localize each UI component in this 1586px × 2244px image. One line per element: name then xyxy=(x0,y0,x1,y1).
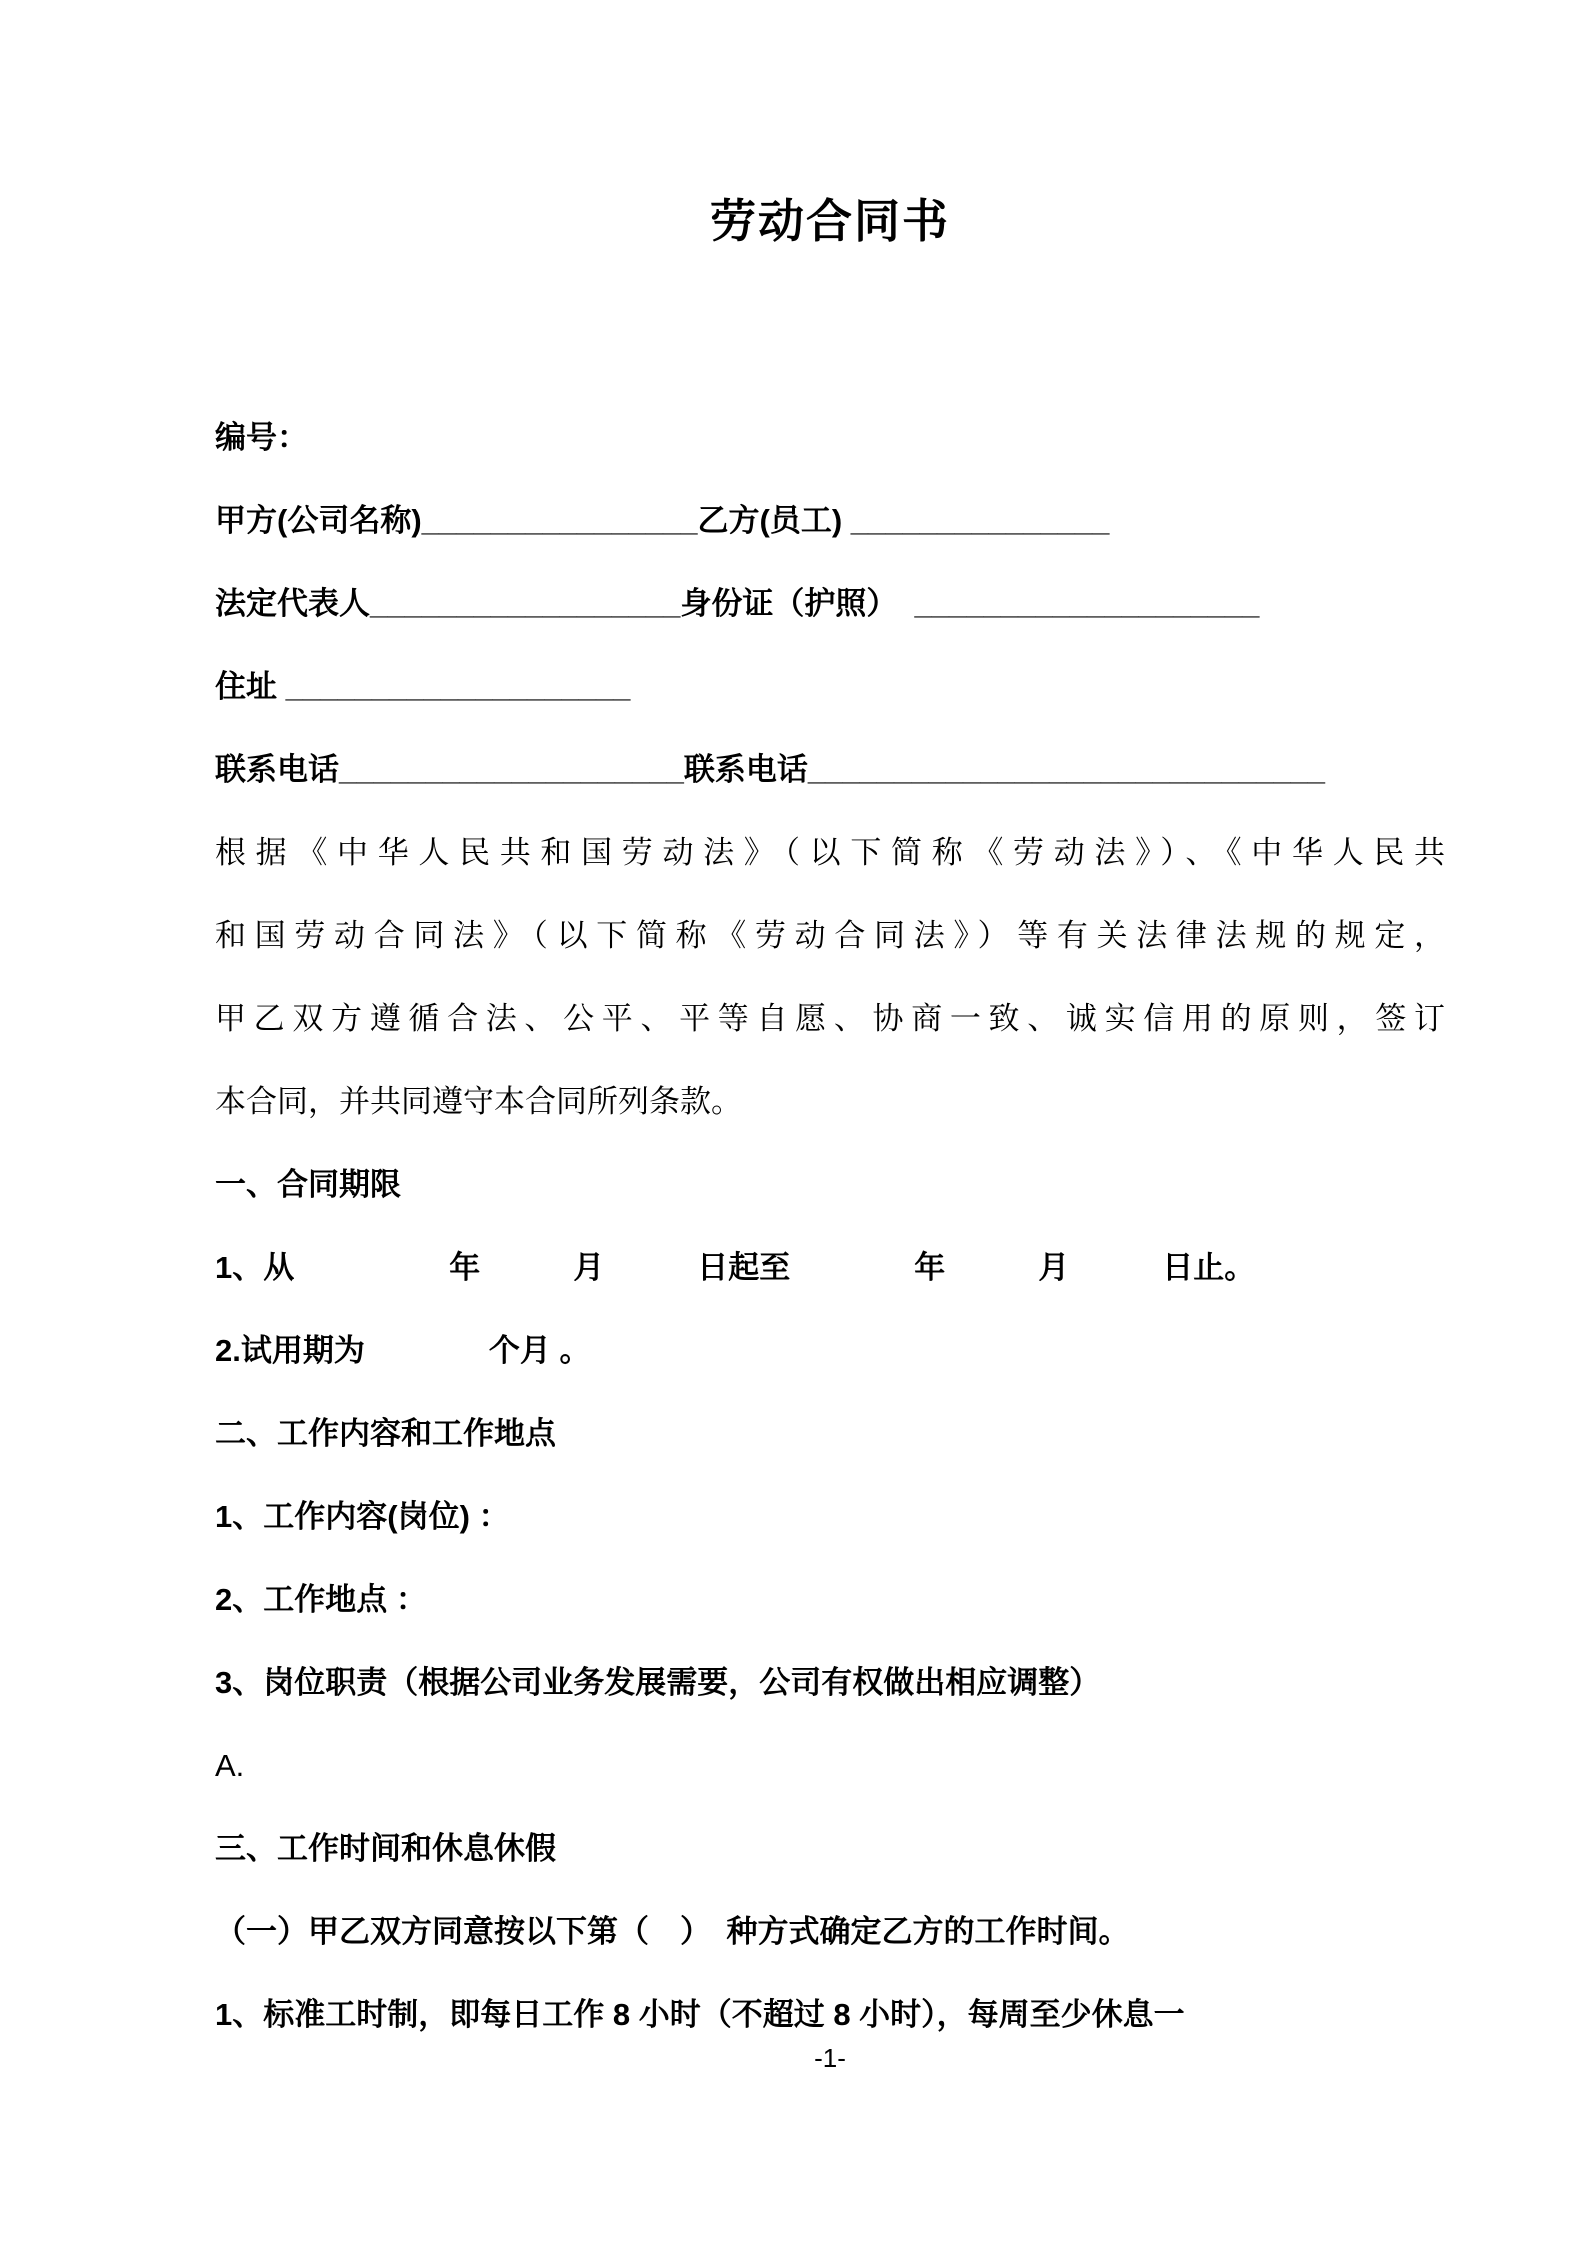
preamble-line-3: 甲乙双方遵循合法、公平、平等自愿、协商一致、诚实信用的原则，签订 xyxy=(215,1001,1445,1036)
section-2-heading: 二、工作内容和工作地点 xyxy=(215,1416,556,1451)
field-legal-rep-line: 法定代表人__________________身份证（护照） ____________________ xyxy=(215,586,1260,621)
clause-3-1-line: 1、标准工时制，即每日工作 8 小时（不超过 8 小时），每周至少休息一 xyxy=(215,1997,1185,2032)
clause-2-1-line: 1、工作内容(岗位) ： xyxy=(215,1499,510,1534)
section-1-heading: 一、合同期限 xyxy=(215,1167,401,1202)
clause-3-intro-line: （一）甲乙双方同意按以下第（ ） 种方式确定乙方的工作时间。 xyxy=(215,1914,1130,1949)
document-body xyxy=(215,396,1445,2056)
clause-2-3-line: 3、岗位职责（根据公司业务发展需要，公司有权做出相应调整） xyxy=(215,1665,1101,1700)
clause-1-2-line: 2.试用期为 个月 。 xyxy=(215,1333,591,1368)
field-phone-line: 联系电话____________________联系电话______________________________ xyxy=(215,752,1326,787)
preamble-line-2: 和国劳动合同法》（以下简称《劳动合同法》）等有关法律法规的规定， xyxy=(215,918,1445,953)
page-number: -1- xyxy=(814,2043,846,2073)
clause-2-3-item-a-line: A. xyxy=(215,1748,245,1783)
field-number-line: 编号： xyxy=(215,420,308,455)
section-3-heading: 三、工作时间和休息休假 xyxy=(215,1831,556,1866)
field-address-line: 住址 ____________________ xyxy=(215,669,631,704)
preamble-line-1: 根据《中华人民共和国劳动法》（以下简称《劳动法》）、《中华人民共 xyxy=(215,835,1445,870)
document-title: 劳动合同书 xyxy=(710,195,950,247)
clause-1-1-line: 1、从 年 月 日起至 年 月 日止。 xyxy=(215,1250,1256,1285)
preamble-line-4: 本合同，并共同遵守本合同所列条款。 xyxy=(215,1084,742,1119)
field-parties-line: 甲方(公司名称)________________乙方(员工) _______________ xyxy=(215,503,1110,538)
clause-2-2-line: 2、工作地点 ： xyxy=(215,1582,427,1617)
